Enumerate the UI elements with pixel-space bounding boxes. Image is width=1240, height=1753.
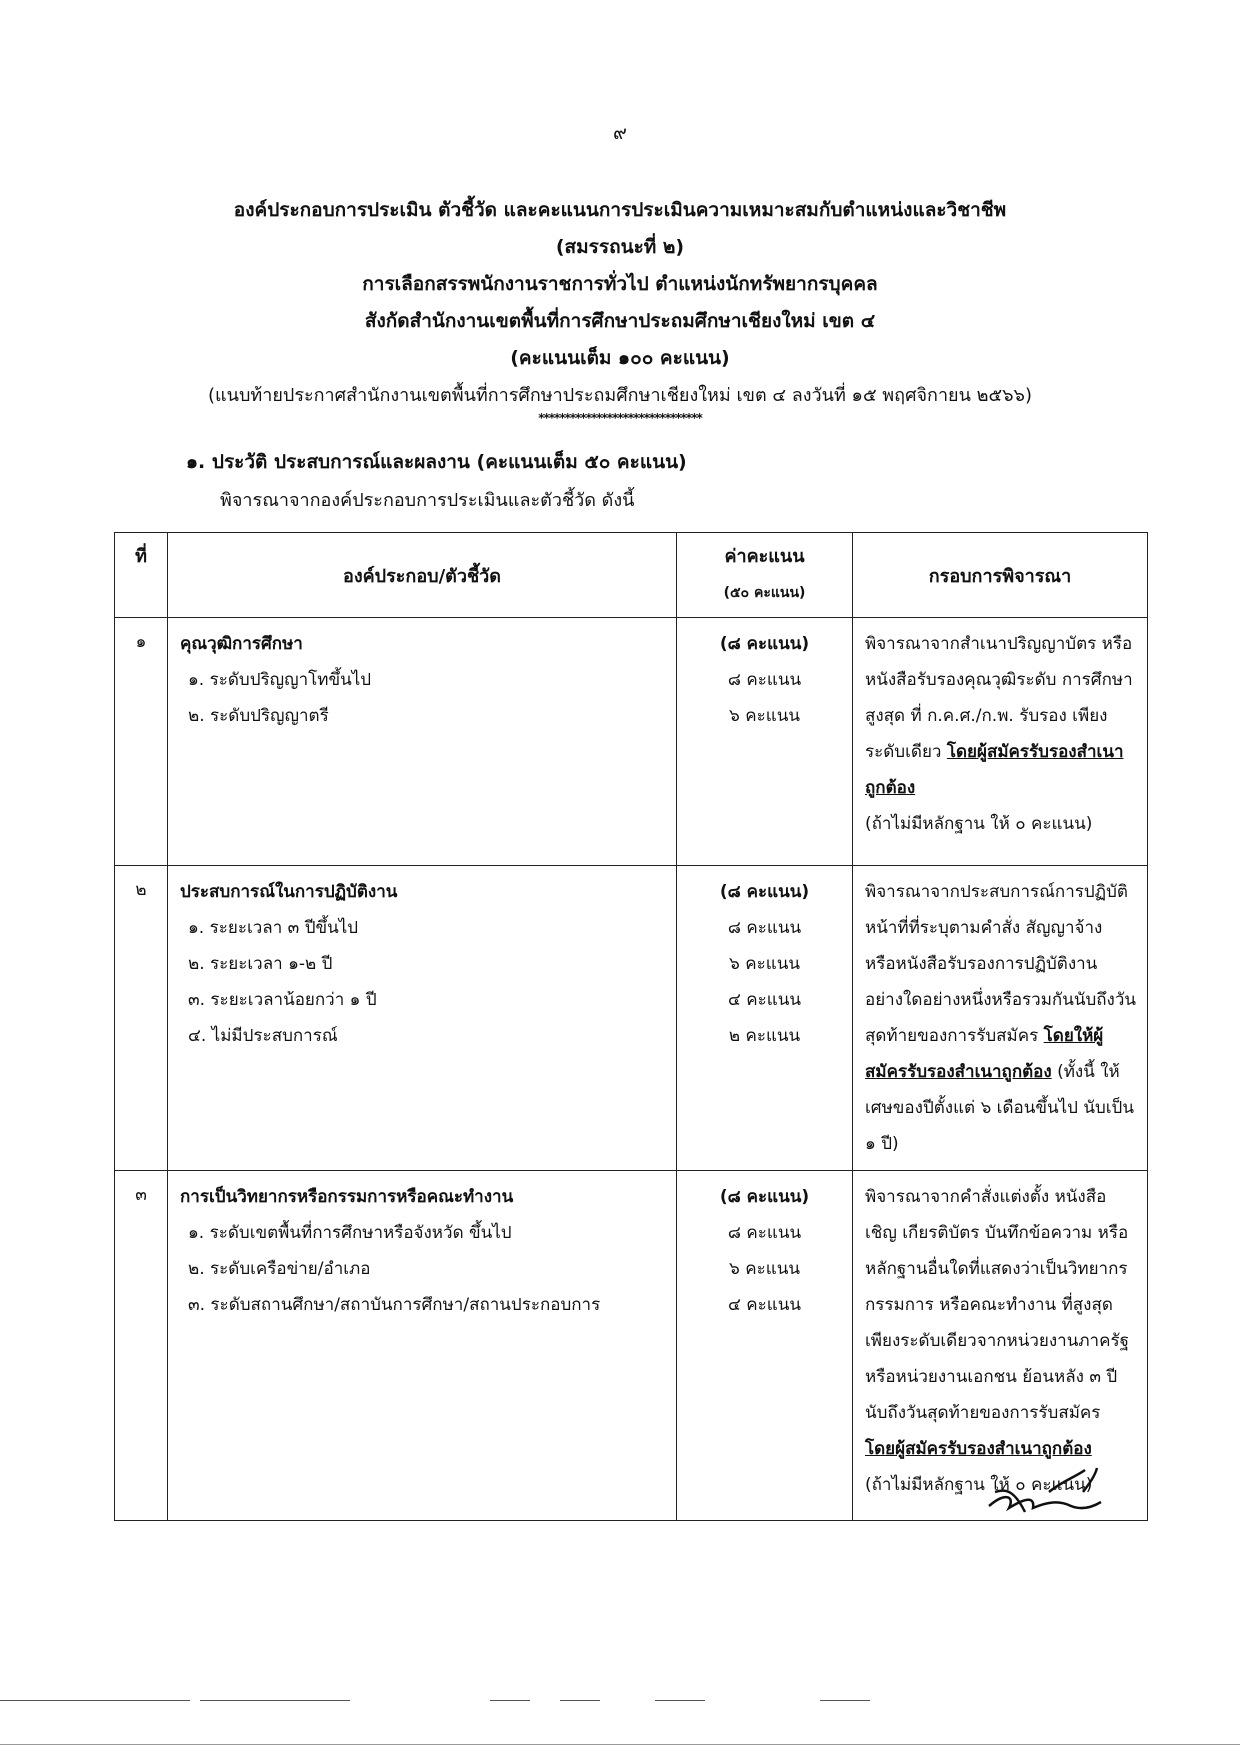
heading-annex-note: (แนบท้ายประกาศสำนักงานเขตพื้นที่การศึกษาประถมศึกษาเชียงใหม่ เขต ๔ ลงวันที่ ๑๕ พฤศจิกายน ๒๕๖๖) (208, 385, 1032, 406)
score-item: ๔ คะแนน (728, 1295, 801, 1315)
heading-full-score: (คะแนนเต็ม ๑๐๐ คะแนน) (510, 347, 730, 369)
header-score-note: (๕๐ คะแนน) (723, 585, 806, 601)
heading-title: องค์ประกอบการประเมิน ตัวชี้วัด และคะแนนการประเมินความเหมาะสมกับตำแหน่งและวิชาชีพ (233, 199, 1007, 221)
frame-emphasis: โดยให้ผู้สมัครรับรองสำเนาถูกต้อง (865, 1026, 1104, 1082)
component-item: ๓. ระดับสถานศึกษา/สถาบันการศึกษา/สถานประกอบการ (188, 1295, 601, 1315)
component-item: ๒. ระดับปริญญาตรี (188, 706, 329, 726)
document-heading (0, 192, 1240, 414)
frame-text: พิจารณาจากคำสั่งแต่งตั้ง หนังสือเชิญ เกียรติบัตร บันทึกข้อความ หรือ หลักฐานอื่นใดที่แสดงว่าเป็นวิทยากร กรรมการ หรือคณะทำงาน ที่สูงสุด เพียงระดับเดียวจากหน่วยงานภาครัฐ หรือหน่วยงานเอกชน ย้อนหลัง ๓ ปี นับถึงวันสุดท้ายของการรับสมัคร (865, 1187, 1129, 1423)
frame-text: พิจารณาจากสำเนาปริญญาบัตร หรือหนังสือรับรองคุณวุฒิระดับ การศึกษาสูงสุด ที่ ก.ค.ศ./ก.พ. รับรอง เพียงระดับเดียว (865, 634, 1133, 762)
component-item: ๔. ไม่มีประสบการณ์ (188, 1026, 338, 1046)
row-number: ๒ (115, 866, 168, 1171)
row-frame (853, 866, 1148, 1171)
score-item: ๘ คะแนน (727, 670, 802, 690)
table-row (115, 866, 1148, 1171)
score-item: ๘ คะแนน (727, 918, 802, 938)
footer-rule (490, 1700, 530, 1701)
signature-mark (985, 1462, 1105, 1522)
star-divider: ******************************* (538, 411, 702, 425)
header-score (677, 533, 853, 618)
frame-tail: (ทั้งนี้ ให้เศษของปีตั้งแต่ ๖ เดือนขึ้นไป นับเป็น ๑ ปี) (865, 1062, 1134, 1154)
score-total: (๘ คะแนน) (719, 1187, 810, 1207)
section-subtitle: พิจารณาจากองค์ประกอบการประเมินและตัวชี้วัด ดังนี้ (220, 490, 635, 511)
score-total: (๘ คะแนน) (719, 882, 810, 902)
header-score-label: ค่าคะแนน (724, 546, 805, 567)
component-item: ๒. ระดับเครือข่าย/อำเภอ (188, 1259, 371, 1279)
footer-rule (560, 1700, 600, 1701)
row-component (168, 866, 677, 1171)
component-item: ๑. ระดับเขตพื้นที่การศึกษาหรือจังหวัด ขึ้นไป (188, 1223, 512, 1243)
criteria-table (114, 532, 1148, 1521)
header-frame: กรอบการพิจารณา (853, 533, 1148, 618)
frame-tail: (ถ้าไม่มีหลักฐาน ให้ ๐ คะแนน) (865, 1475, 1093, 1495)
score-item: ๖ คะแนน (729, 1259, 800, 1279)
score-item: ๘ คะแนน (727, 1223, 802, 1243)
score-item: ๖ คะแนน (729, 954, 800, 974)
frame-emphasis: โดยผู้สมัครรับรองสำเนาถูกต้อง (865, 742, 1124, 798)
component-item: ๒. ระยะเวลา ๑-๒ ปี (188, 954, 333, 974)
frame-text: พิจารณาจากประสบการณ์การปฏิบัติหน้าที่ที่ระบุตามคำสั่ง สัญญาจ้าง หรือหนังสือรับรองการปฏิบัติงาน อย่างใดอย่างหนึ่งหรือรวมกันนับถึงวันสุดท้ายของการรับสมัคร (865, 882, 1137, 1046)
row-score (677, 866, 853, 1171)
footer-rule (0, 1700, 190, 1701)
component-title: ประสบการณ์ในการปฏิบัติงาน (180, 882, 398, 902)
header-component: องค์ประกอบ/ตัวชี้วัด (168, 533, 677, 618)
row-score (677, 1171, 853, 1521)
component-item: ๓. ระยะเวลาน้อยกว่า ๑ ปี (188, 990, 377, 1010)
header-no: ที่ (115, 533, 168, 618)
score-total: (๘ คะแนน) (719, 634, 810, 654)
row-number: ๑ (115, 618, 168, 866)
heading-office: สังกัดสำนักงานเขตพื้นที่การศึกษาประถมศึกษาเชียงใหม่ เขต ๔ (364, 310, 876, 332)
row-component (168, 618, 677, 866)
frame-emphasis: โดยผู้สมัครรับรองสำเนาถูกต้อง (865, 1439, 1092, 1459)
component-item: ๑. ระยะเวลา ๓ ปีขึ้นไป (188, 918, 359, 938)
row-frame (853, 618, 1148, 866)
component-title: การเป็นวิทยากรหรือกรรมการหรือคณะทำงาน (180, 1187, 514, 1207)
row-score (677, 618, 853, 866)
row-number: ๓ (115, 1171, 168, 1521)
score-item: ๖ คะแนน (729, 706, 800, 726)
footer-rule (0, 1744, 1240, 1745)
score-item: ๔ คะแนน (728, 990, 801, 1010)
page-number: ๙ (613, 122, 627, 144)
row-component (168, 1171, 677, 1521)
component-title: คุณวุฒิการศึกษา (180, 634, 303, 654)
section-title: ๑. ประวัติ ประสบการณ์และผลงาน (คะแนนเต็ม ๕๐ คะแนน) (186, 451, 687, 473)
score-item: ๒ คะแนน (728, 1026, 801, 1046)
footer-rule (820, 1700, 870, 1701)
component-item: ๑. ระดับปริญญาโทขึ้นไป (188, 670, 372, 690)
footer-rule (655, 1700, 705, 1701)
frame-tail: (ถ้าไม่มีหลักฐาน ให้ ๐ คะแนน) (865, 814, 1093, 834)
table-row (115, 618, 1148, 866)
table-header-row (115, 533, 1148, 618)
footer-rule (200, 1700, 350, 1701)
heading-position: การเลือกสรรพนักงานราชการทั่วไป ตำแหน่งนักทรัพยากรบุคคล (362, 273, 878, 295)
heading-competency: (สมรรถนะที่ ๒) (555, 236, 685, 258)
